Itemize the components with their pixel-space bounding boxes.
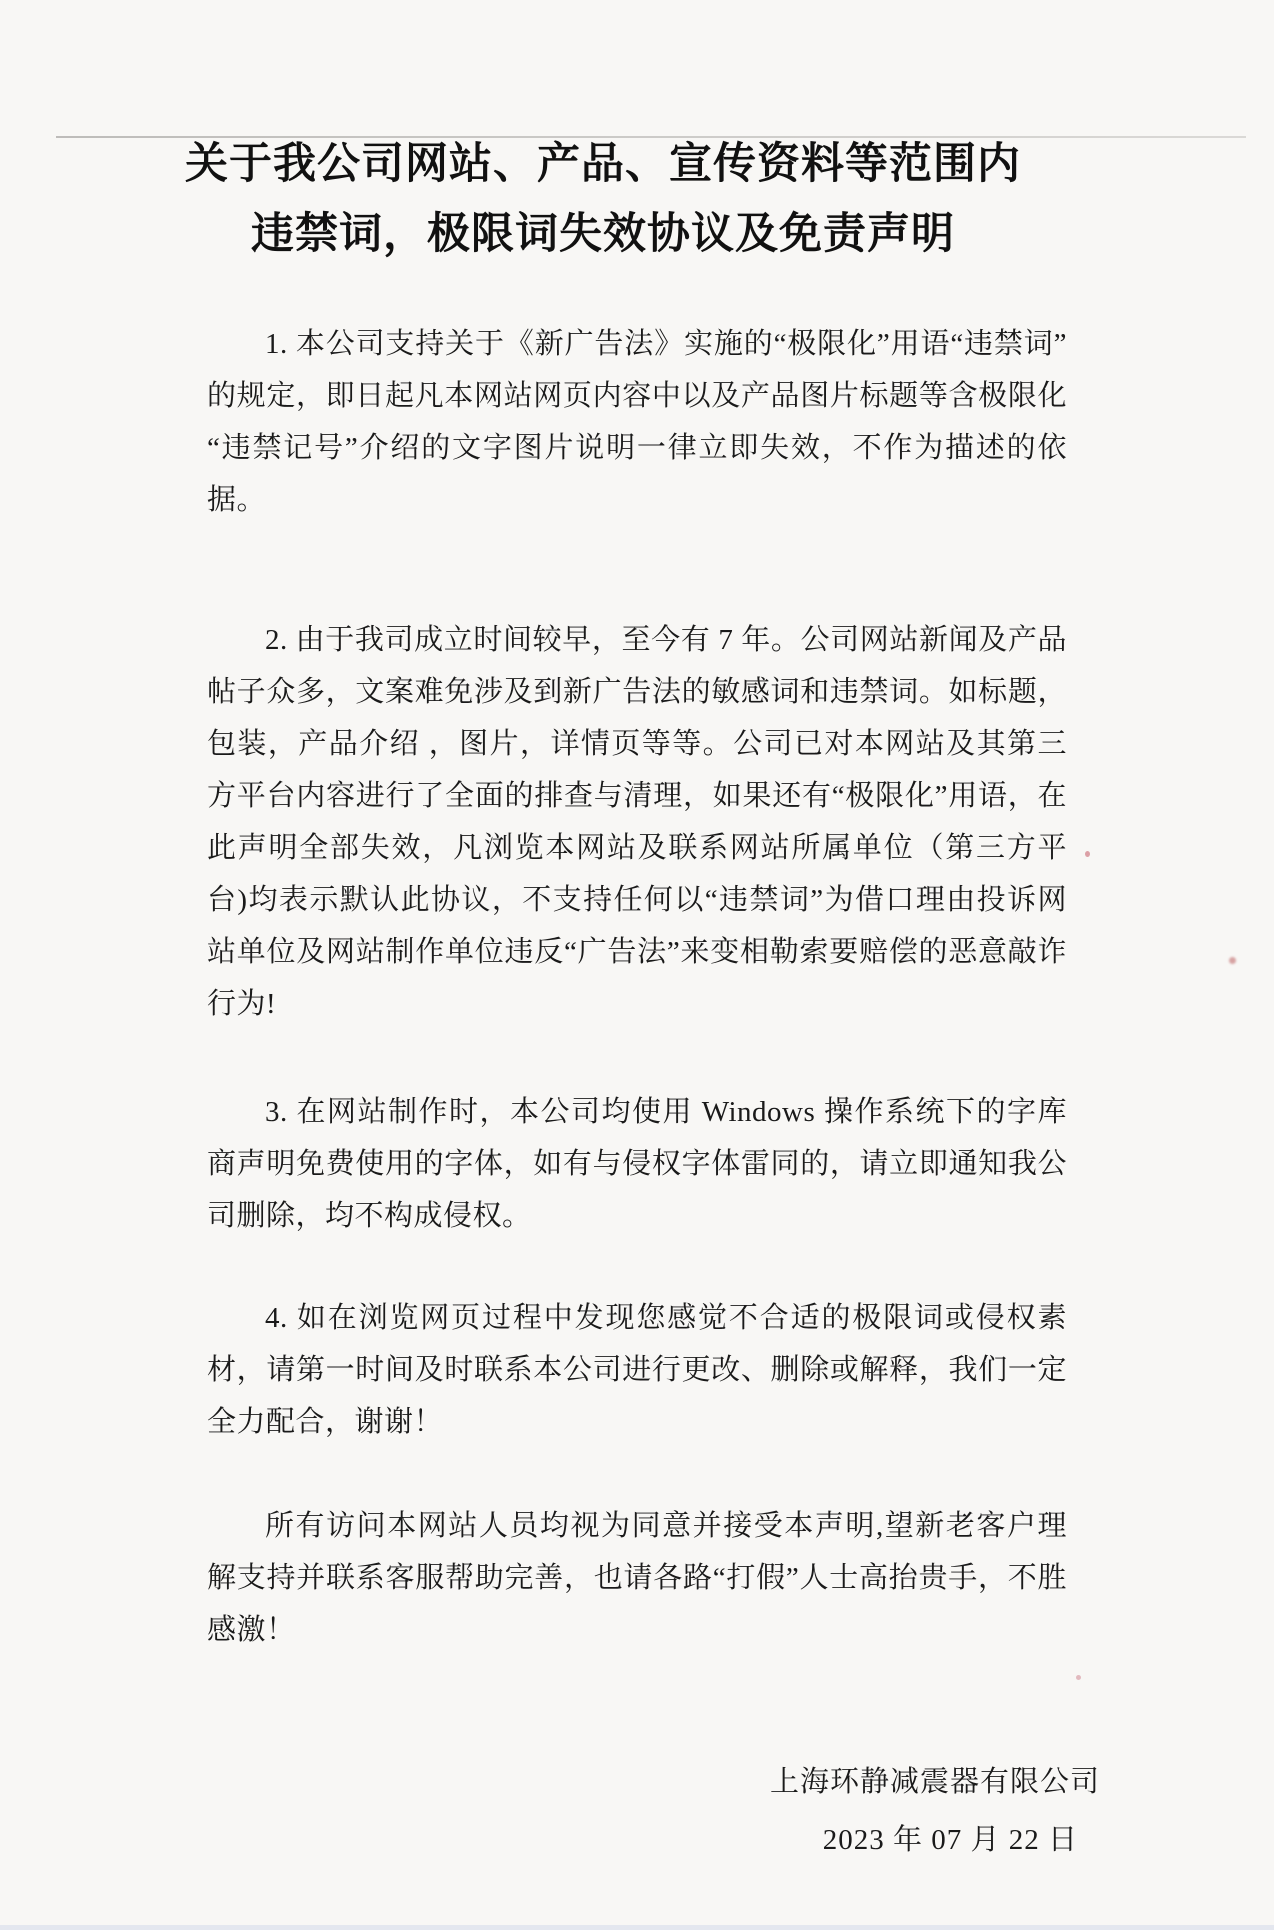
- signature-block: [0, 1756, 1274, 1866]
- scan-speck-artifact: [1229, 957, 1236, 964]
- document-date: 2023 年 07 月 22 日: [822, 1824, 1078, 1856]
- paragraph-1: 1. 本公司支持关于《新广告法》实施的“极限化”用语“违禁词”的规定，即日起凡本网站网页内容中以及产品图片标题等含极限化“违禁记号”介绍的文字图片说明一律立即失效，不作为描述的依据。: [207, 328, 1067, 516]
- scan-speck-artifact: [1076, 1675, 1081, 1680]
- paragraph-4: 4. 如在浏览网页过程中发现您感觉不合适的极限词或侵权素材，请第一时间及时联系本公司进行更改、删除或解释，我们一定全力配合，谢谢！: [207, 1302, 1067, 1438]
- scan-bottom-edge-artifact: [0, 1925, 1274, 1930]
- paragraph-3: 3. 在网站制作时，本公司均使用 Windows 操作系统下的字库商声明免费使用的字体，如有与侵权字体雷同的，请立即通知我公司删除，均不构成侵权。: [207, 1096, 1067, 1232]
- closing-paragraph: 所有访问本网站人员均视为同意并接受本声明,望新老客户理解支持并联系客服帮助完善，也请各路“打假”人士高抬贵手，不胜感激！: [207, 1510, 1067, 1646]
- document-title: [0, 130, 1206, 270]
- company-signature: 上海环静减震器有限公司: [769, 1766, 1100, 1798]
- document-body: [207, 318, 1067, 1656]
- scanned-document-page: [0, 130, 1274, 1930]
- title-line-2: 违禁词，极限词失效协议及免责声明: [251, 211, 955, 258]
- paragraph-2: 2. 由于我司成立时间较早，至今有 7 年。公司网站新闻及产品帖子众多，文案难免涉及到新广告法的敏感词和违禁词。如标题，包装，产品介绍 ，图片，详情页等等。公司已对本网站及其第三方平台内容进行了全面的排查与清理，如果还有“极限化”用语，在此声明全部失效，凡浏览本网站及联系网站所属单位（第三方平台)均表示默认此协议，不支持任何以“违禁词”为借口理由投诉网站单位及网站制作单位违反“广告法”来变相勒索要赔偿的恶意敲诈行为!: [207, 624, 1067, 1020]
- scan-edge-artifact: [56, 136, 1246, 138]
- scan-speck-artifact: [1085, 851, 1090, 857]
- title-line-1: 关于我公司网站、产品、宣传资料等范围内: [185, 141, 1021, 188]
